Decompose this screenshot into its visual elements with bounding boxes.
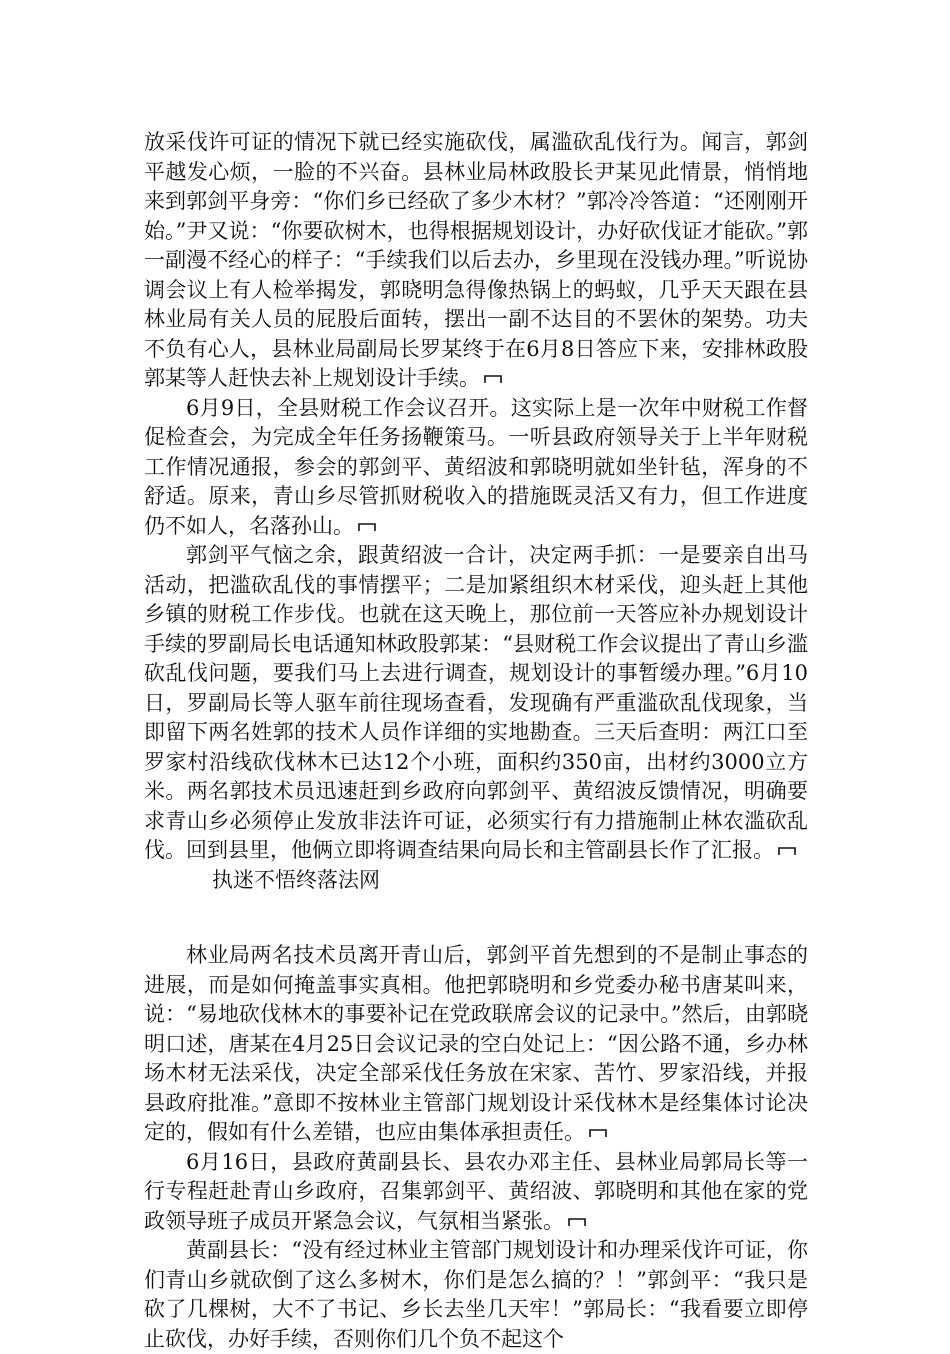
paragraph-mark-icon (568, 1217, 586, 1227)
paragraph-mark-icon (484, 374, 502, 384)
paragraph-1 (144, 128, 808, 394)
paragraph-text: 林业局两名技术员离开青山后，郭剑平首先想到的不是制止事态的进展，而是如何掩盖事实真相。他把郭晓明和乡党委办秘书唐某叫来，说：“易地砍伐林木的事要补记在党政联席会议的记录中。”然后，由郭晓明口述，唐某在4月25日会议记录的空白处记上：“因公路不通，乡办林场木材无法采伐，决定全部采伐任务放在宋家、苦竹、罗家沿线，并报县政府批准。”意即不按林业主管部门规划设计采伐林木是经集体讨论决定的，假如有什么差错，也应由集体承担责任。 (144, 943, 808, 1144)
section-heading: 执迷不悟终落法网 (212, 867, 380, 892)
paragraph-text: 6月9日，全县财税工作会议召开。这实际上是一次年中财税工作督促检查会，为完成全年任务扬鞭策马。一听县政府领导关于上半年财税工作情况通报，参会的郭剑平、黄绍波和郭晓明就如坐针毡，浑身的不舒适。原来，青山乡尽管抓财税收入的措施既灵活又有力，但工作进度仍不如人，名落孙山。 (144, 395, 808, 538)
document-body (144, 128, 808, 1354)
paragraph-text: 6月16日，县政府黄副县长、县农办邓主任、县林业局郭局长等一行专程赶赴青山乡政府，召集郭剑平、黄绍波、郭晓明和其他在家的党政领导班子成员开紧急会议，气氛相当紧张。 (144, 1149, 808, 1233)
paragraph-6 (144, 1236, 808, 1354)
paragraph-3 (144, 541, 808, 866)
paragraph-mark-icon (589, 1128, 607, 1138)
paragraph-text: 郭剑平气恼之余，跟黄绍波一合计，决定两手抓：一是要亲自出马活动，把滥砍乱伐的事情摆平；二是加紧组织木材采伐，迎头赶上其他乡镇的财税工作步伐。也就在这天晚上，那位前一天答应补办规划设计手续的罗副局长电话通知林政股郭某：“县财税工作会议提出了青山乡滥砍乱伐问题，要我们马上去进行调查，规划设计的事暂缓办理。”6月10日，罗副局长等人驱车前往现场查看，发现确有严重滥砍乱伐现象，当即留下两名姓郭的技术人员作详细的实地勘查。三天后查明：两江口至罗家村沿线砍伐林木已达12个小班，面积约350亩，出材约3000立方米。两名郭技术员迅速赶到乡政府向郭剑平、黄绍波反馈情况，明确要求青山乡必须停止发放非法许可证，必须实行有力措施制止林农滥砍乱伐。回到县里，他俩立即将调查结果向局长和主管副县长作了汇报。 (144, 543, 808, 862)
paragraph-4 (144, 941, 808, 1148)
paragraph-text: 黄副县长：“没有经过林业主管部门规划设计和办理采伐许可证，你们青山乡就砍倒了这么多树木，你们是怎么搞的？！”郭剑平：“我只是砍了几棵树，大不了书记、乡长去坐几天牢！”郭局长：“我看要立即停止砍伐，办好手续，否则你们几个负不起这个 (144, 1238, 808, 1351)
paragraph-text: 放采伐许可证的情况下就已经实施砍伐，属滥砍乱伐行为。闻言，郭剑平越发心烦，一脸的不兴奋。县林业局林政股长尹某见此情景，悄悄地来到郭剑平身旁：“你们乡已经砍了多少木材？”郭冷冷答道：“还刚刚开始。”尹又说：“你要砍树木，也得根据规划设计，办好砍伐证才能砍。”郭一副漫不经心的样子：“手续我们以后去办，乡里现在没钱办理。”听说协调会议上有人检举揭发，郭晓明急得像热锅上的蚂蚁，几乎天天跟在县林业局有关人员的屁股后面转，摆出一副不达目的不罢休的架势。功夫不负有心人，县林业局副局长罗某终于在6月8日答应下来，安排林政股郭某等人赶快去补上规划设计手续。 (144, 130, 808, 390)
paragraph-mark-icon (778, 846, 796, 856)
paragraph-2 (144, 394, 808, 542)
paragraph-5 (144, 1148, 808, 1237)
blank-line (144, 895, 808, 941)
paragraph-mark-icon (358, 522, 376, 532)
